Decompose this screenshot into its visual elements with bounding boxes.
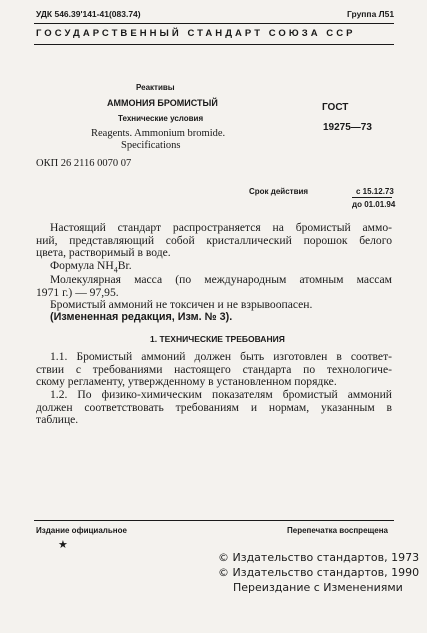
standard-title: ГОСУДАРСТВЕННЫЙ СТАНДАРТ СОЮЗА ССР — [36, 28, 356, 39]
section-heading: 1. ТЕХНИЧЕСКИЕ ТРЕБОВАНИЯ — [150, 334, 285, 344]
clause-line: таблице. — [36, 413, 79, 427]
english-title-line-1: Reagents. Ammonium bromide. — [91, 128, 226, 139]
clause-line: должен соответствовать требованиям и нормам, указанным в — [36, 400, 392, 414]
formula-prefix: Формула NH — [50, 259, 114, 272]
clause-line: скому регламенту, утвержденному в установленном порядке. — [36, 375, 337, 389]
formula-subscript: 4 — [113, 265, 118, 275]
clause-line: 1.1. Бромистый аммоний должен быть изготовлен в соответ- — [50, 350, 392, 363]
clause-1-1 — [36, 351, 392, 389]
group-code: Группа Л51 — [347, 9, 395, 19]
clause-line: 1.2. По физико-химическим показателям бромистый аммоний — [50, 388, 392, 401]
okp-code: ОКП 26 2116 0070 07 — [36, 158, 132, 169]
formula-suffix: Br. — [117, 259, 132, 272]
validity-underline — [352, 197, 392, 198]
gost-label: ГОСТ — [322, 102, 349, 113]
amendment-note: (Измененная редакция, Изм. № 3). — [50, 311, 233, 323]
validity-to: до 01.01.94 — [352, 200, 396, 209]
header-rule-top — [34, 23, 394, 24]
gost-number: 19275—73 — [323, 122, 372, 133]
footer-rule — [34, 520, 394, 521]
intro-paragraph — [36, 222, 392, 260]
subtitle: Технические условия — [118, 114, 204, 123]
udk-code: УДК 546.39'141-41(083.74) — [36, 9, 141, 19]
intro-line: Настоящий стандарт распространяется на бромистый аммо- — [50, 221, 392, 234]
toxicity-note: Бромистый аммоний не токсичен и не взрывоопасен. — [50, 298, 313, 311]
intro-line: цвета, растворимый в воде. — [36, 246, 171, 260]
product-name: АММОНИЯ БРОМИСТЫЙ — [107, 98, 218, 108]
clause-line: ствии с требованиями настоящего стандарта по технологиче- — [36, 362, 392, 376]
english-title-line-2: Specifications — [121, 140, 181, 151]
intro-line: ний, представляющий собой кристаллический порошок белого — [36, 233, 392, 247]
mass-line: 1971 г.) — 97,95. — [36, 285, 119, 299]
header-rule-bottom — [34, 44, 394, 45]
molecular-mass — [36, 274, 392, 299]
validity-from: с 15.12.73 — [356, 187, 394, 196]
clause-1-2 — [36, 389, 392, 427]
reissue-note: Переиздание с Изменениями — [233, 581, 403, 594]
official-edition: Издание официальное — [36, 526, 127, 535]
copyright-1990: © Издательство стандартов, 1990 — [218, 566, 420, 579]
category-label: Реактивы — [136, 83, 175, 92]
mass-line: Молекулярная масса (по международным атомным массам — [50, 273, 392, 286]
reprint-prohibited: Перепечатка воспрещена — [287, 526, 388, 535]
validity-label: Срок действия — [249, 187, 309, 196]
copyright-1973: © Издательство стандартов, 1973 — [218, 551, 420, 564]
star-mark: ★ — [58, 538, 68, 551]
